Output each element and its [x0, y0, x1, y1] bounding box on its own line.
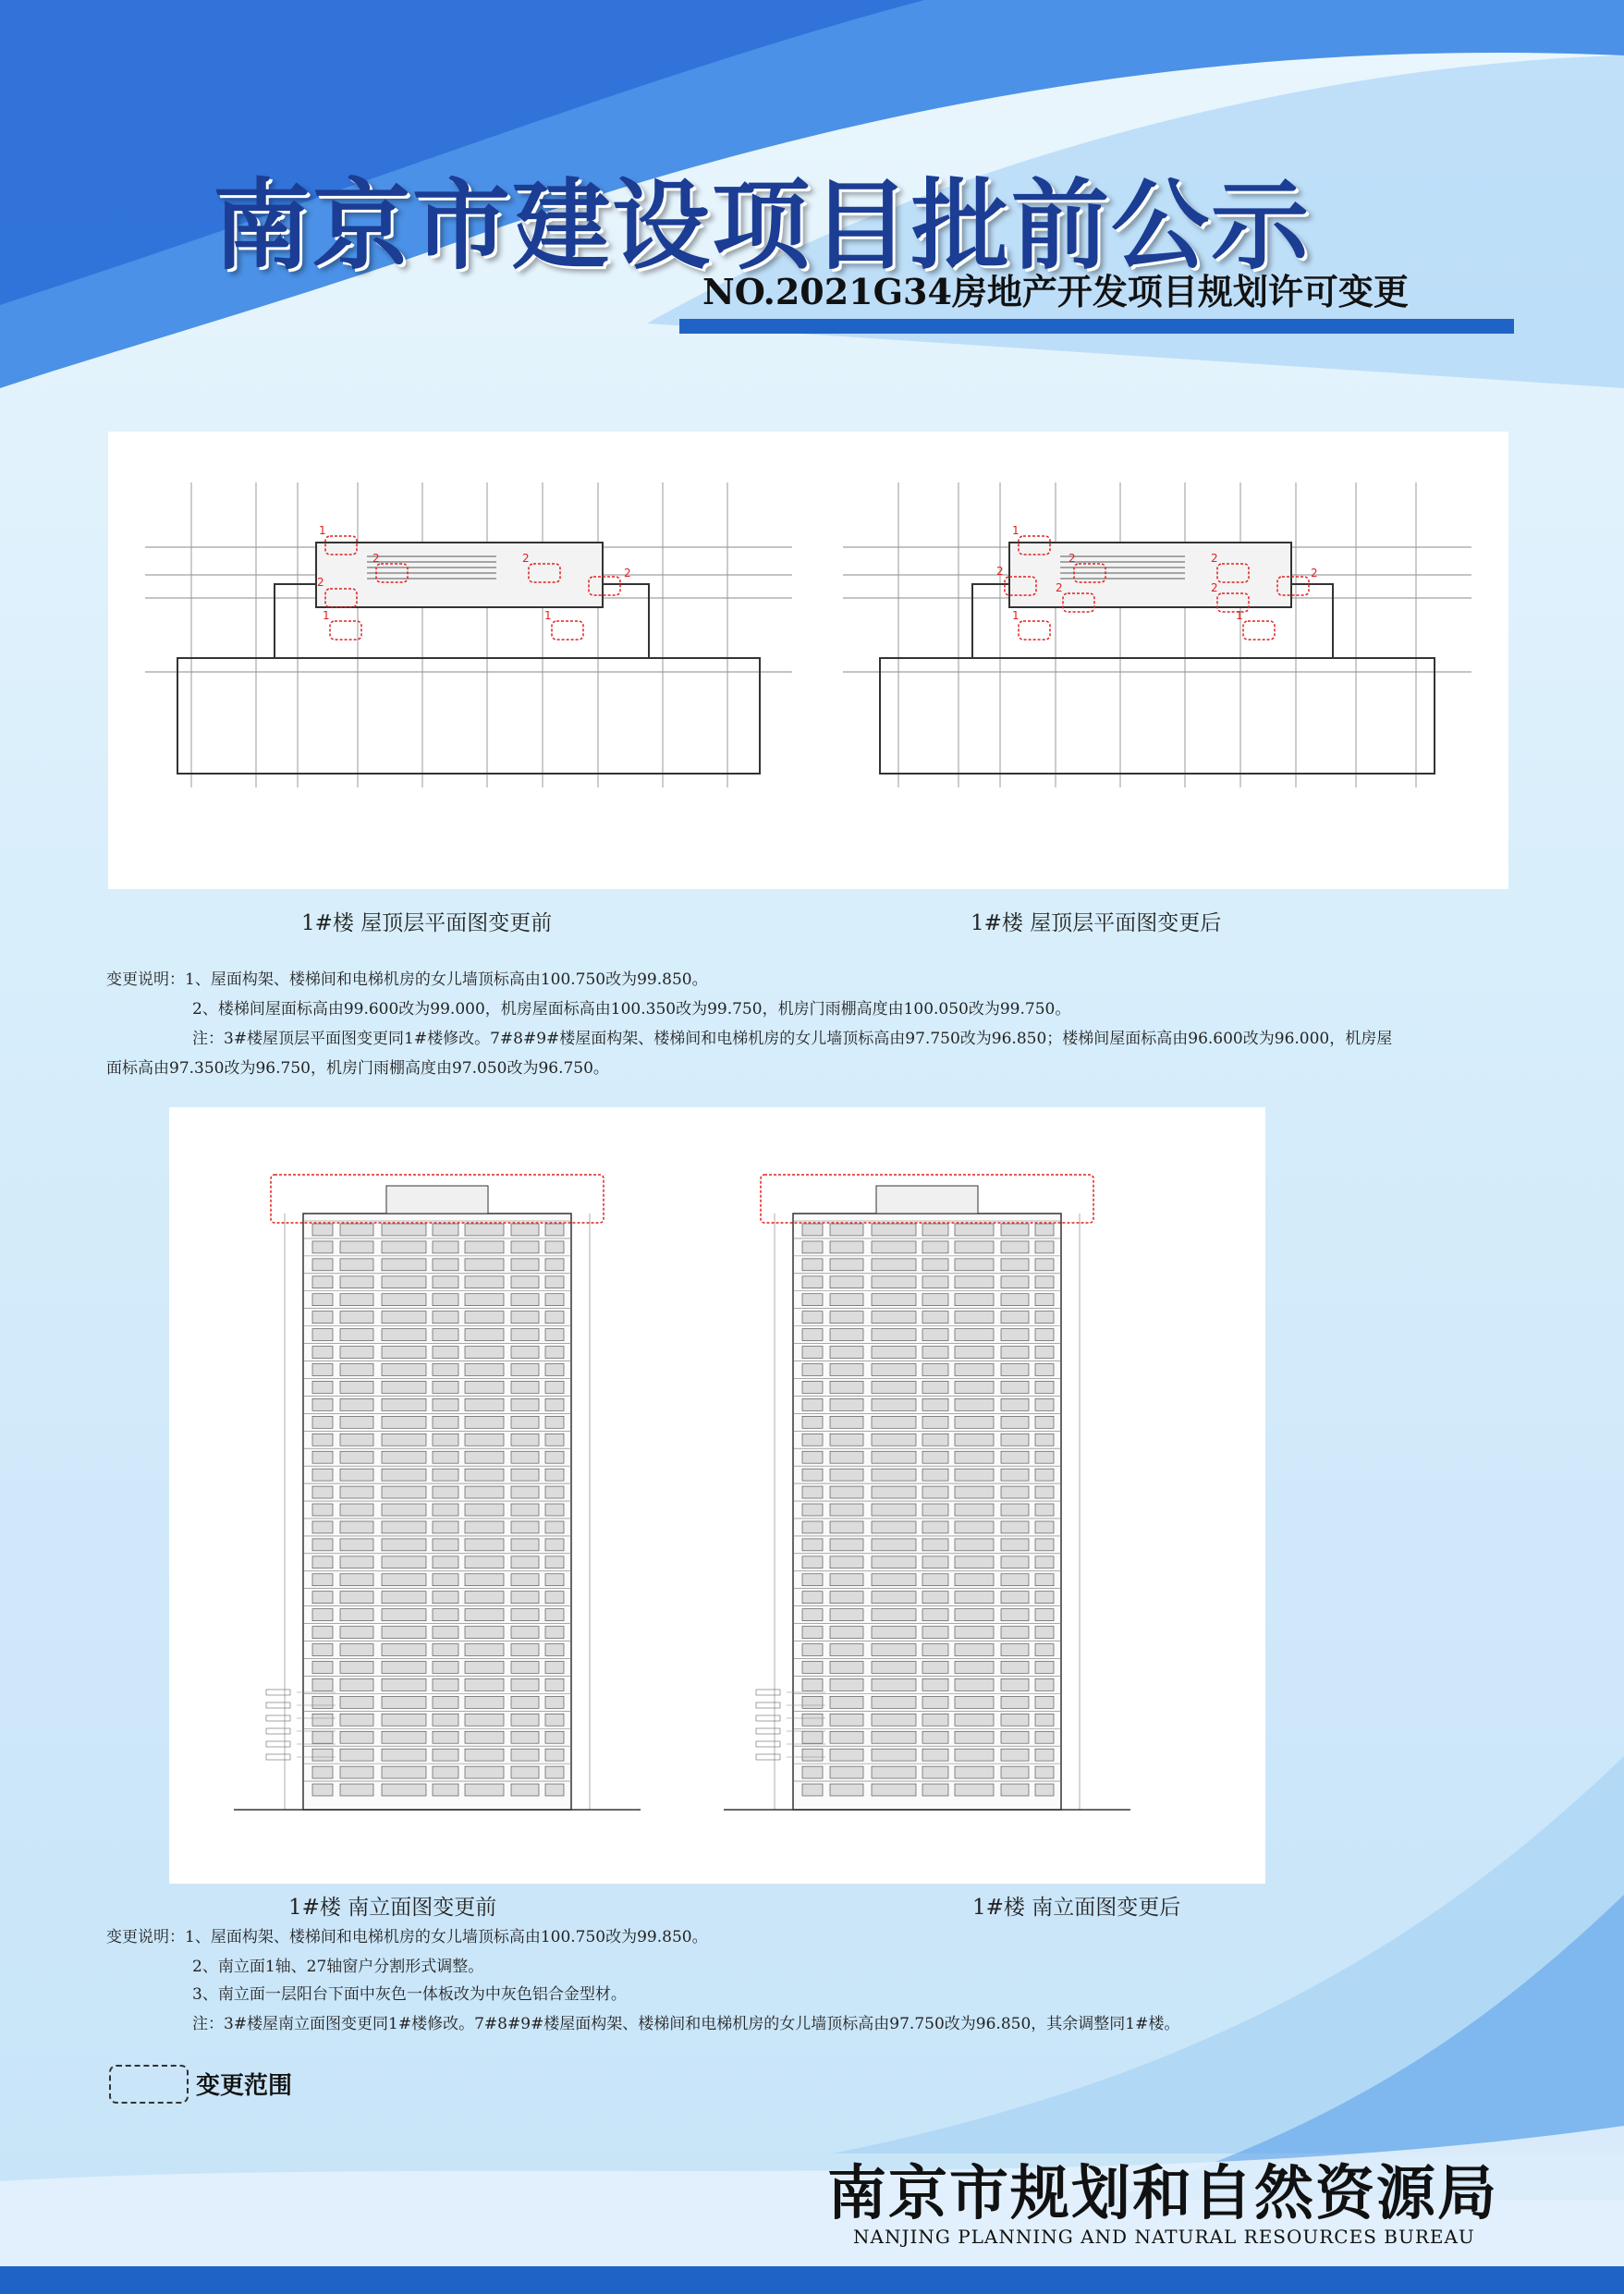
svg-text:2: 2 [522, 552, 530, 565]
roof-plan-drawings [108, 432, 1508, 889]
svg-text:1: 1 [544, 609, 552, 622]
svg-text:2: 2 [1211, 552, 1218, 565]
svg-text:1: 1 [323, 609, 330, 622]
elevation-note-1: 变更说明：1、屋面构架、楼梯间和电梯机房的女儿墙顶标高由100.750改为99.850。 [106, 1928, 708, 1946]
elevation-note-2: 2、南立面1轴、27轴窗户分割形式调整。 [192, 1958, 484, 1976]
svg-text:1: 1 [1236, 609, 1243, 622]
svg-text:2: 2 [1068, 552, 1076, 565]
svg-text:2: 2 [624, 567, 631, 580]
svg-text:1: 1 [319, 524, 326, 537]
elevation-note-3: 3、南立面一层阳台下面中灰色一体板改为中灰色铝合金型材。 [192, 1985, 627, 2004]
svg-text:2: 2 [372, 552, 380, 565]
svg-text:1: 1 [1012, 524, 1020, 537]
elevation-note-4: 注：3#楼屋南立面图变更同1#楼修改。7#8#9#楼屋面构架、楼梯间和电梯机房的女儿墙顶标高由97.750改为96.850，其余调整同1#楼。 [192, 2015, 1180, 2033]
roof-plan-before [145, 482, 792, 787]
project-subtitle: NO.2021G34房地产开发项目规划许可变更 [702, 271, 1409, 312]
svg-text:2: 2 [317, 576, 324, 589]
svg-text:2: 2 [1211, 581, 1218, 594]
elevation-before-caption: 1#楼 南立面图变更前 [288, 1896, 497, 1920]
change-range-legend-box [109, 2065, 189, 2104]
plan-note-1: 变更说明：1、屋面构架、楼梯间和电梯机房的女儿墙顶标高由100.750改为99.850。 [106, 970, 708, 989]
roof-plan-before-caption: 1#楼 屋顶层平面图变更前 [301, 911, 553, 935]
roof-plan-after [843, 482, 1471, 787]
bureau-name-cn: 南京市规划和自然资源局 [827, 2159, 1498, 2228]
plan-note-4: 面标高由97.350改为96.750，机房门雨棚高度由97.050改为96.750。 [106, 1059, 609, 1078]
change-range-legend-label: 变更范围 [196, 2072, 293, 2100]
svg-text:1: 1 [1012, 609, 1020, 622]
roof-plan-after-caption: 1#楼 屋顶层平面图变更后 [971, 911, 1222, 935]
subtitle-underline [679, 319, 1514, 334]
svg-text:2: 2 [1311, 567, 1318, 580]
svg-text:2: 2 [1056, 581, 1063, 594]
footer-bar [0, 2266, 1624, 2294]
elevation-after-caption: 1#楼 南立面图变更后 [972, 1896, 1181, 1920]
elevation-drawings [169, 1107, 1265, 1884]
bureau-name-en: NANJING PLANNING AND NATURAL RESOURCES BUREAU [853, 2226, 1475, 2248]
page-title: 南京市建设项目批前公示 [213, 167, 1311, 283]
elevation-before [234, 1175, 641, 1810]
plan-note-3: 注：3#楼屋顶层平面图变更同1#楼修改。7#8#9#楼屋面构架、楼梯间和电梯机房的女儿墙顶标高由97.750改为96.850；楼梯间屋面标高由96.600改为96.000，机房屋 [192, 1030, 1393, 1048]
plan-note-2: 2、楼梯间屋面标高由99.600改为99.000，机房屋面标高由100.350改为99.750，机房门雨棚高度由100.050改为99.750。 [192, 1000, 1071, 1019]
elevation-after [724, 1175, 1130, 1810]
svg-text:2: 2 [996, 565, 1004, 578]
